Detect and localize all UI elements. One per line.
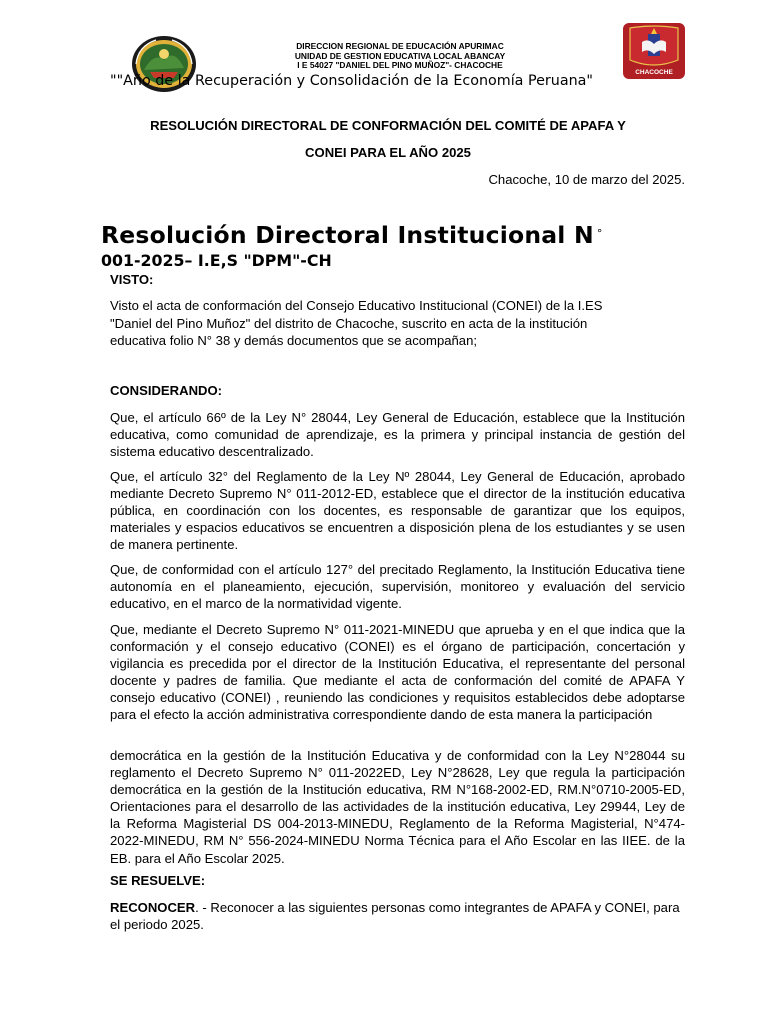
resolution-degree-symbol: ° (596, 227, 603, 240)
visto-line-3: educativa folio N° 38 y demás documentos que se acompañan; (110, 333, 477, 348)
document-date: Chacoche, 10 de marzo del 2025. (488, 172, 685, 187)
considerando-heading: CONSIDERANDO: (110, 383, 223, 398)
considerando-paragraph-3: Que, de conformidad con el artículo 127° del precitado Reglamento, la Institución Educativa tiene autonomía en el planeamiento, ejecución, supervisión, monitoreo y evaluación del servicio educativo, en el marco de la normatividad vigente. (110, 562, 685, 612)
resolution-number: 001-2025– I.E,S "DPM"-CH (101, 251, 332, 270)
resuelve-paragraph (110, 899, 685, 933)
se-resuelve-heading: SE RESUELVE: (110, 873, 206, 888)
header-line-2: UNIDAD DE GESTION EDUCATIVA LOCAL ABANCAY (294, 50, 506, 61)
header-line-3: I E 54027 "DANIEL DEL PINO MUÑOZ"- CHACOCHE (297, 60, 503, 71)
considerando-paragraph-1: Que, el artículo 66º de la Ley N° 28044, Ley General de Educación, establece que la Institución educativa, como comunidad de aprendizaje, es la primera y principal instancia de gestión del sistema educativo descentralizado. (110, 410, 685, 460)
resuelve-text: . - Reconocer a las siguientes personas como integrantes de APAFA y CONEI, para el periodo 2025. (110, 900, 680, 933)
school-shield-right-icon (622, 22, 686, 80)
header-line-1: DIRECCION REGIONAL DE EDUCACIÓN APURIMAC (296, 41, 504, 51)
header-institution-block (200, 42, 600, 71)
visto-line-1: Visto el acta de conformación del Consejo Educativo Institucional (CONEI) de la I.ES (110, 298, 603, 313)
considerando-paragraph-2: Que, el artículo 32° del Reglamento de la Ley Nº 28044, Ley General de Educación, aprobado mediante Decreto Supremo N° 011-2012-ED, establece que el director de la institución educativa pública, en coordinación con los docentes, es responsable de garantizar que los equipos, materiales y espacios educativos se encuentren a disposición plena de los estudiantes y se usen de manera pertinente. (110, 469, 685, 553)
document-title-line-2: CONEI PARA EL AÑO 2025 (305, 145, 471, 160)
resuelve-lead-word: RECONOCER (110, 900, 196, 915)
visto-paragraph (110, 297, 685, 350)
considerando-paragraph-5: democrática en la gestión de la Institución Educativa y de conformidad con la Ley N°28044 su reglamento el Decreto Supremo N° 011-2022ED, Ley N°28628, Ley que regula la participación democrática en la gestión de la Institución educativa, RM N°168-2002-ED, RM.N°0710-2005-ED, Orientaciones para el desarrollo de las actividades de la institución educativa, Ley 29944, Ley de la Reforma Magisterial DS 004-2013-MINEDU, Reglamento de la Reforma Magisterial, N°474-2022-MINEDU, RM N° 556-2024-MINEDU Norma Técnica para el Año Escolar en las IIEE. de la EB. para el Año Escolar 2025. (110, 748, 685, 866)
visto-heading: VISTO: (110, 272, 154, 287)
right-logo-text: CHACOCHE (635, 69, 673, 76)
document-title-line-1: RESOLUCIÓN DIRECTORAL DE CONFORMACIÓN DEL COMITÉ DE APAFA Y (150, 118, 626, 133)
year-motto: ""Año de la Recuperación y Consolidación de la Economía Peruana" (110, 73, 593, 89)
resolution-title-text: Resolución Directoral Institucional N (101, 221, 594, 249)
resolution-title (101, 221, 603, 249)
considerando-paragraph-4: Que, mediante el Decreto Supremo N° 011-2021-MINEDU que aprueba y en el que indica que la conformación y el consejo educativo (CONEI) es el órgano de participación, concertación y vigilancia es precedida por el director de la Institución Educativa, el representante del personal docente y padres de familia. Que mediante el acta de conformación del comité de APAFA Y consejo educativo (CONEI) , reuniendo las condiciones y requisitos establecidos debe adoptarse para el efecto la acción administrativa correspondiente dando de esta manera la participación (110, 622, 685, 723)
visto-line-2: "Daniel del Pino Muñoz" del distrito de Chacoche, suscrito en acta de la institución (110, 315, 588, 331)
